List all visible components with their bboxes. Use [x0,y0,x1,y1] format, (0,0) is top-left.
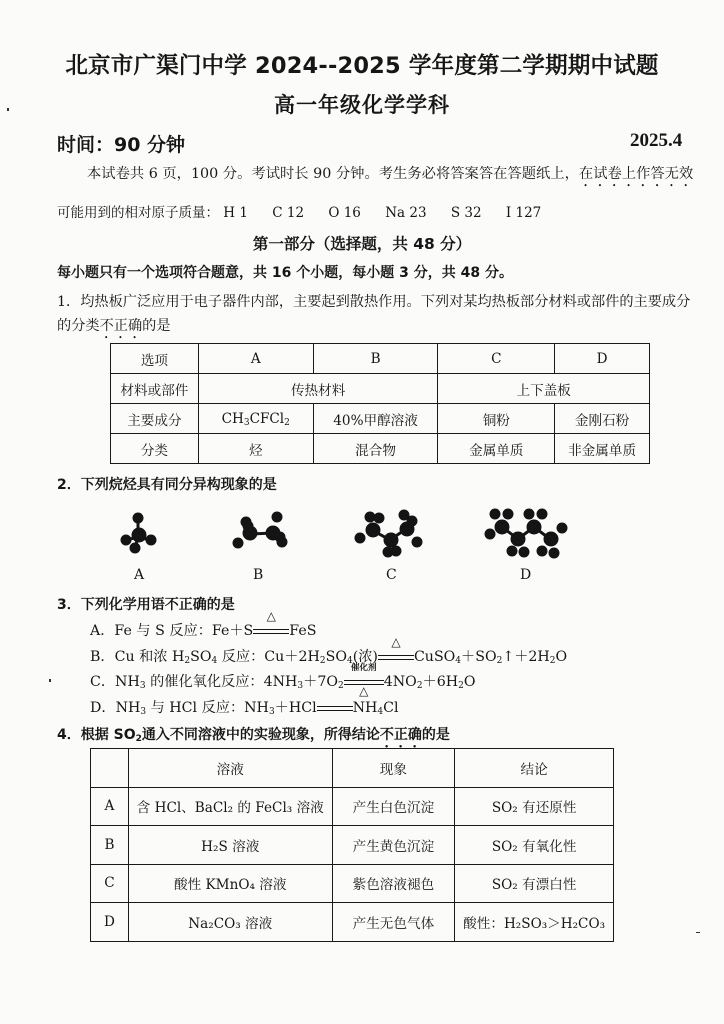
phenomenon-cell: 紫色溶液褪色 [332,864,455,903]
heat-symbol: △ [359,684,369,698]
sub: 4 [346,656,353,666]
exam-duration: 时间：90 分钟 [57,134,186,156]
exam-subtitle: 高一年级化学学科 [274,93,450,117]
molecule-label-b: B [253,567,264,583]
component-cell [198,404,313,434]
sub: 2 [184,656,191,666]
text-part: SO [325,649,347,665]
sub: 2 [338,681,344,691]
q2-stem: 2．下列烷烃具有同分异构现象的是 [57,477,277,493]
q1-table [110,343,650,464]
text-part: NH [352,700,378,716]
scan-speck [696,932,700,933]
formula-part: CFCl [249,410,285,427]
row-header: 选项 [111,344,199,374]
conclusion-cell: 酸性：H₂SO₃＞H₂CO₃ [455,903,614,942]
text-part: ＋SO [461,649,497,665]
option-cell: B [313,344,438,374]
q1-stem-post: 的是 [142,318,171,334]
header-cell: 现象 [332,749,455,788]
text-part: CuSO [413,649,456,665]
q3-option-a [90,609,317,640]
option-cell: B [91,826,129,865]
formula-sub: 2 [284,417,290,428]
table-row [91,826,614,865]
solution-cell: 含 HCl、BaCl₂ 的 FeCl₃ 溶液 [128,787,332,826]
atomic-mass-item: S 32 [450,205,482,221]
sub: 3 [140,707,147,717]
header-cell [91,749,129,788]
molecule-label-c: C [386,567,397,583]
q3-option-b [90,635,568,666]
table-row [91,749,614,788]
option-cell: C [438,344,555,374]
conclusion-cell: SO₂ 有还原性 [455,787,614,826]
text-part: 的是 [421,727,450,743]
text-part: ＋HCl [274,700,317,716]
option-cell: D [555,344,650,374]
q3-stem: 3．下列化学用语不正确的是 [57,597,235,613]
molecule-d-butane [485,509,567,558]
table-row [91,864,614,903]
atomic-mass-item: H 1 [223,205,248,221]
text-part: Cl [383,700,399,716]
q3-option-d [90,697,399,717]
material-cell: 上下盖板 [438,374,650,404]
atomic-mass-item: O 16 [328,205,361,221]
table-row [111,434,650,464]
phenomenon-cell: 产生无色气体 [332,903,455,942]
q3-option-c [90,663,476,698]
equals-sign [344,663,384,698]
component-cell: 金刚石粉 [555,404,650,434]
q1-stem-line2 [57,315,171,342]
molecule-models [110,500,600,562]
q1-stem-emphasis: 不正确 [99,318,143,334]
option-cell: A [91,787,129,826]
atomic-mass-item: Na 23 [385,205,427,221]
text-part: 4．根据 SO [57,727,136,743]
sub: 2 [549,656,556,666]
row-header: 主要成分 [111,404,199,434]
text-part: 与 HCl 反应：NH [146,700,269,716]
solution-cell: Na₂CO₃ 溶液 [128,903,332,942]
text-part: 通入不同溶液中的实验现象，所得结论 [141,727,380,743]
class-cell: 混合物 [313,434,438,464]
row-header: 分类 [111,434,199,464]
text-part: 的催化氧化反应：4NH [145,674,298,690]
sub: 2 [496,656,503,666]
text-part: ＋6H [422,674,459,690]
option-cell: D [91,903,129,942]
molecule-c-propane [355,510,422,557]
equals-sign [317,701,353,715]
header-cell: 溶液 [128,749,332,788]
text-part: D．NH [90,700,141,716]
atomic-masses-label: 可能用到的相对原子质量： [57,205,219,221]
sub: 2 [416,681,423,691]
equals-sign [378,635,414,664]
component-cell: 铜粉 [438,404,555,434]
table-row [91,787,614,826]
q4-emphasis: 不正确 [379,727,422,743]
sub: 4 [211,656,218,666]
text-part: C．NH [90,674,140,690]
exam-notice [87,163,693,190]
molecule-a-methane [121,513,156,553]
solution-cell: H₂S 溶液 [128,826,332,865]
solution-cell: 酸性 KMnO₄ 溶液 [128,864,332,903]
scan-speck [49,679,51,682]
phenomenon-cell: 产生黄色沉淀 [332,826,455,865]
atomic-mass-item: C 12 [272,205,305,221]
atomic-masses [57,201,541,221]
conclusion-cell: SO₂ 有漂白性 [455,864,614,903]
sub: 3 [297,681,304,691]
sub: 2 [458,681,464,691]
exam-date: 2025.4 [630,130,683,151]
part1-heading: 第一部分（选择题，共 48 分） [252,235,472,253]
text-part: SO [190,649,212,665]
scan-speck [7,108,9,111]
text-part: ↑＋2H [502,649,550,665]
sub: 2 [135,734,142,744]
phenomenon-cell: 产生白色沉淀 [332,787,455,826]
text-part: B．Cu 和浓 H [90,649,185,665]
notice-emphasis: 在试卷上作答无效 [578,166,694,182]
catalyst-label: 催化剂 [350,663,377,673]
class-cell: 金属单质 [438,434,555,464]
table-row [111,344,650,374]
equation-right: FeS [289,623,317,639]
molecule-label-a: A [134,567,145,583]
formula-sub: 3 [243,417,250,428]
q1-stem-pre: 的分类 [57,318,100,334]
q1-stem-line1: 1．均热板广泛应用于电子器件内部，主要起到散热作用。下列对某均热板部分材料或部件的主要成分 [57,294,691,310]
part1-instruction: 每小题只有一个选项符合题意，共 16 个小题，每小题 3 分，共 48 分。 [57,265,513,281]
heat-symbol: △ [266,609,276,623]
notice-text: 本试卷共 6 页，100 分。考试时长 90 分钟。考生务必将答案答在答题纸上， [87,166,579,182]
text-part: 反应：Cu＋2H [217,649,320,665]
table-row [91,903,614,942]
sub: 4 [377,707,384,717]
molecule-label-d: D [520,567,532,583]
conclusion-cell: SO₂ 有氧化性 [455,826,614,865]
row-header: 材料或部件 [111,374,199,404]
atomic-mass-item: I 127 [505,205,542,221]
component-cell: 40%甲醇溶液 [313,404,438,434]
equation-left: A．Fe 与 S 反应：Fe＋S [90,623,254,639]
sub: 3 [139,681,146,691]
option-cell: C [91,864,129,903]
text-part: 4NO [383,674,417,690]
equals-sign [253,609,289,638]
q4-stem [57,724,450,751]
text-part: O [555,649,568,665]
formula-part: CH [221,410,244,427]
q4-table [90,748,614,942]
sub: 2 [319,656,326,666]
text-part: O [463,674,476,690]
molecule-b-ethane [233,512,287,548]
sub: 3 [268,707,275,717]
class-cell: 烃 [198,434,313,464]
text-part: ＋7O [303,674,338,690]
table-row [111,374,650,404]
text-part: (浓) [352,649,378,665]
option-cell: A [198,344,313,374]
header-cell: 结论 [455,749,614,788]
table-row [111,404,650,434]
exam-title: 北京市广渠门中学 2024--2025 学年度第二学期期中试题 [65,53,659,79]
heat-symbol: △ [391,635,401,649]
sub: 4 [455,656,462,666]
class-cell: 非金属单质 [555,434,650,464]
material-cell: 传热材料 [198,374,438,404]
